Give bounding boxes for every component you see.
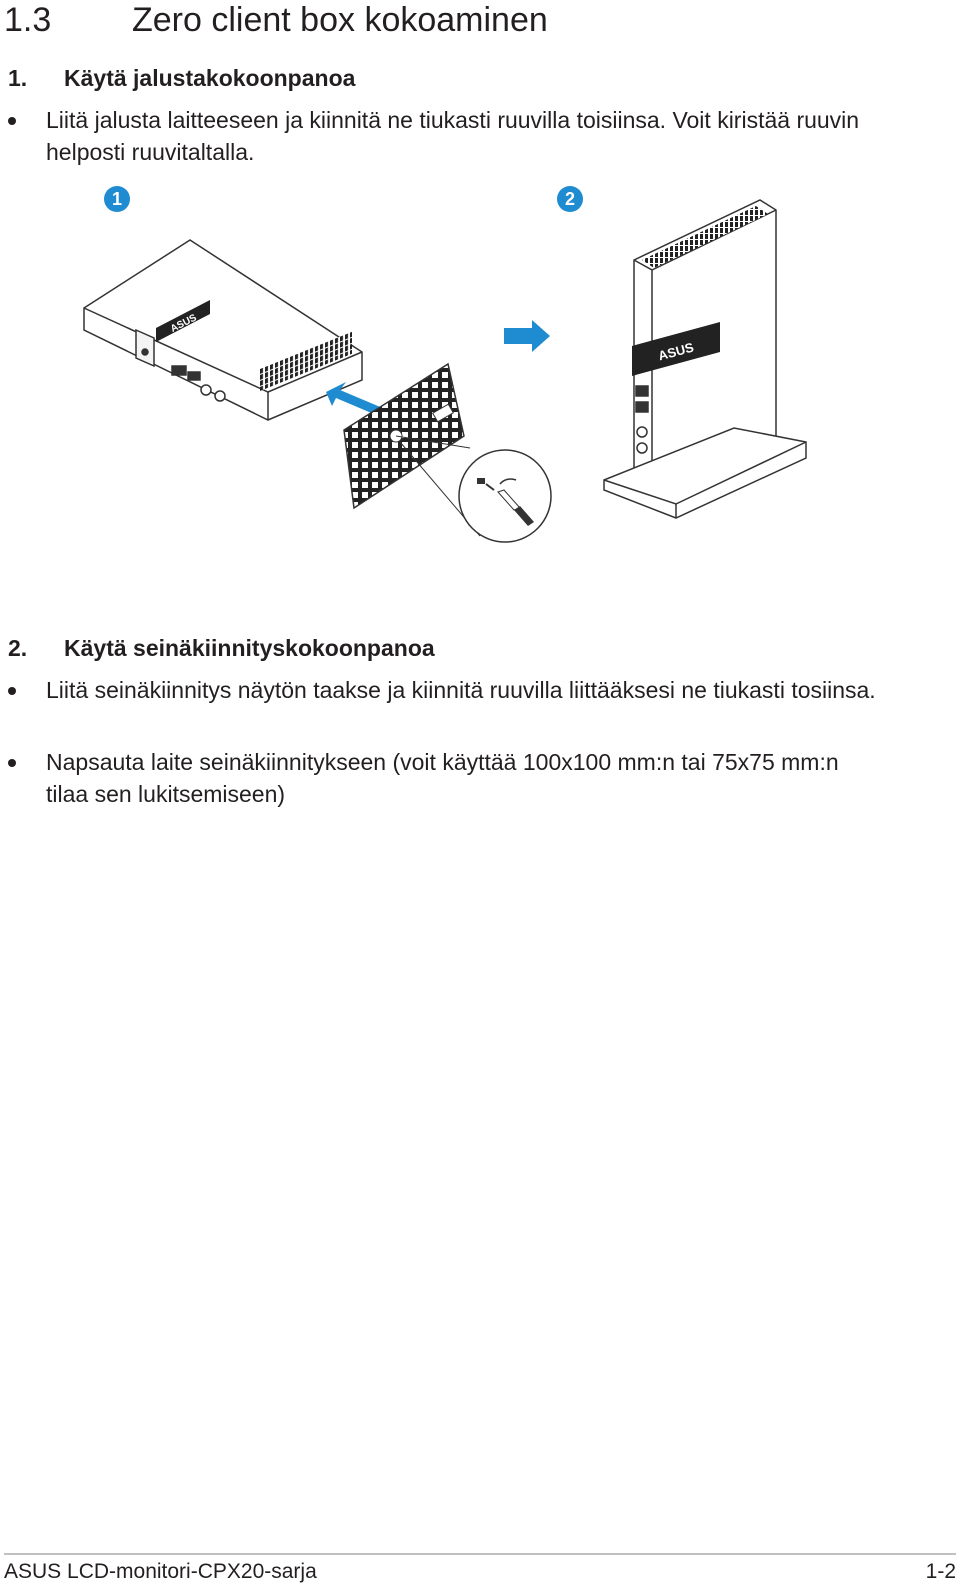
section-heading (0, 0, 960, 40)
step-2-bullet-1-text: Liitä seinäkiinnitys näytön taakse ja kiinnitä ruuvilla liittääksesi ne tiukasti tosiinsa. (46, 677, 876, 703)
step-1-number: 1. (8, 65, 28, 91)
svg-text:ASUS: ASUS (168, 312, 199, 335)
assembly-illustration (0, 180, 960, 580)
step-badge-2: 2 (557, 186, 583, 212)
step-badge-1: 1 (104, 186, 130, 212)
step-2-bullet-1 (0, 674, 880, 738)
step-2-heading (8, 634, 435, 662)
page-footer (0, 1558, 960, 1586)
svg-text:ASUS: ASUS (656, 339, 696, 364)
step-1-bullet-text: Liitä jalusta laitteeseen ja kiinnitä ne tiukasti ruuvilla toisiinsa. Voit kiristää ruuvin helposti ruuvitaltalla. (46, 107, 860, 165)
step-2-number: 2. (8, 635, 28, 661)
step-2-title: Käytä seinäkiinnityskokoonpanoa (64, 635, 435, 661)
step-1-heading (8, 64, 355, 92)
footer-page-number: 1-2 (925, 1560, 956, 1583)
footer-divider (4, 1553, 956, 1555)
bullet-dot (8, 759, 16, 767)
section-number: 1.3 (4, 1, 52, 39)
step-1-title: Käytä jalustakokoonpanoa (64, 65, 356, 91)
bullet-dot (8, 117, 16, 125)
device-flat (84, 240, 362, 420)
stand-plate (344, 364, 480, 536)
bullet-dot (8, 687, 16, 695)
section-title: Zero client box kokoaminen (132, 1, 548, 39)
footer-document-title: ASUS LCD-monitori-CPX20-sarja (4, 1560, 317, 1583)
next-arrow (504, 320, 550, 352)
illustration-svg (0, 180, 960, 580)
step-2-bullet-2 (0, 746, 880, 810)
screwdriver-detail (459, 450, 551, 542)
step-1-bullet (0, 104, 880, 168)
step-2-bullet-2-text: Napsauta laite seinäkiinnitykseen (voit käyttää 100x100 mm:n tai 75x75 mm:n tilaa sen lukitsemiseen) (46, 749, 839, 807)
